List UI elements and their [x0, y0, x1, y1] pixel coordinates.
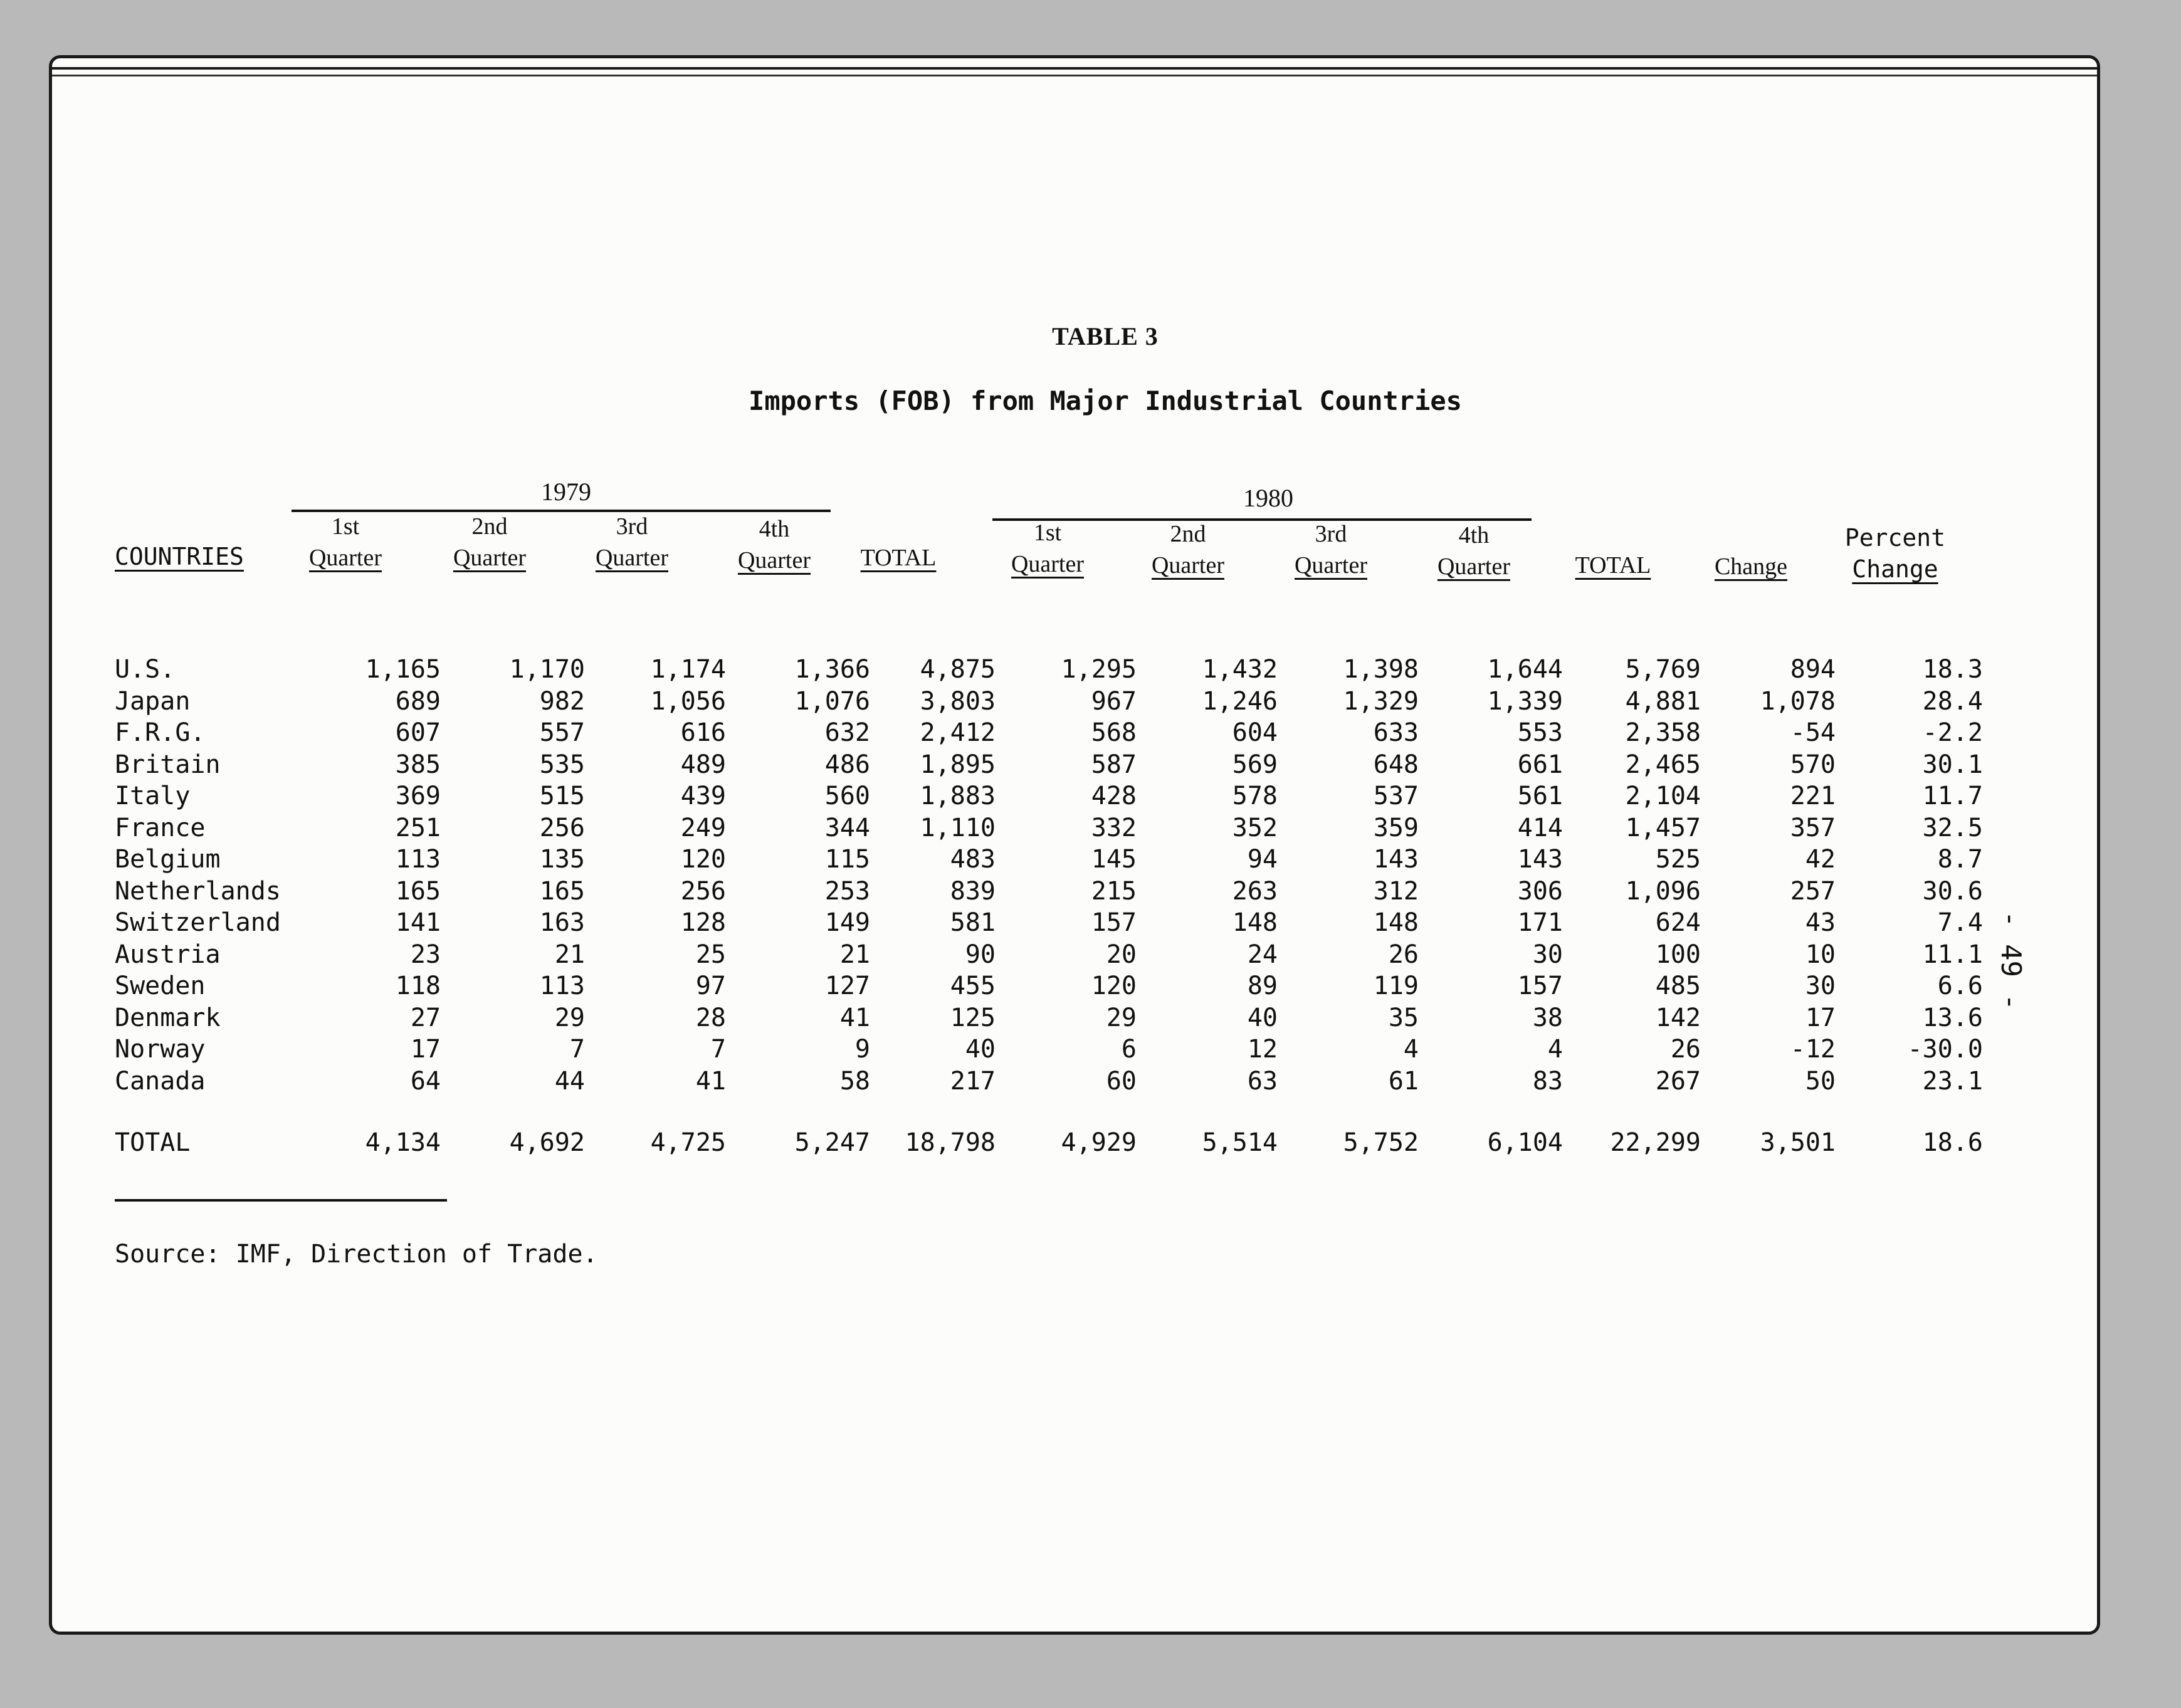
value-cell: 894 [1790, 655, 1836, 684]
value-cell: 485 [1655, 972, 1701, 1001]
value-cell: 89 [1247, 972, 1278, 1001]
value-cell: 489 [680, 750, 726, 779]
value-cell: 163 [539, 908, 585, 938]
value-cell: 561 [1517, 782, 1563, 811]
table-row [115, 812, 1983, 844]
value-cell: 3,803 [920, 686, 996, 716]
value-cell: 661 [1517, 750, 1563, 779]
value-cell: 143 [1517, 845, 1563, 874]
value-cell: 94 [1247, 845, 1278, 874]
value-cell: 18.3 [1922, 655, 1983, 684]
header-1979-q1: 1st Quarter [308, 513, 382, 571]
value-cell: 332 [1091, 813, 1137, 842]
value-cell: 369 [395, 782, 441, 811]
value-cell: 4,725 [650, 1128, 726, 1158]
header-1979-q4: 4th Quarter [737, 516, 811, 574]
country-cell: F.R.G. [115, 718, 206, 748]
value-cell: 217 [950, 1066, 996, 1096]
table-row [115, 749, 1983, 781]
value-cell: 118 [395, 972, 441, 1001]
value-cell: 1,398 [1343, 655, 1419, 684]
value-cell: 29 [1106, 1003, 1137, 1032]
value-cell: 113 [395, 845, 441, 874]
value-cell: 2,412 [920, 718, 996, 748]
value-cell: 1,432 [1202, 655, 1278, 684]
value-cell: 1,883 [920, 782, 996, 811]
value-cell: 157 [1091, 908, 1137, 938]
value-cell: 483 [950, 845, 996, 874]
value-cell: 1,165 [365, 655, 441, 684]
value-cell: 7 [569, 1035, 585, 1064]
value-cell: 428 [1091, 782, 1137, 811]
value-cell: 352 [1232, 813, 1278, 842]
value-cell: 2,358 [1625, 718, 1701, 748]
value-cell: 6 [1121, 1035, 1137, 1064]
table-row [115, 876, 1983, 908]
value-cell: 1,170 [509, 655, 585, 684]
value-cell: 535 [539, 750, 585, 779]
value-cell: 306 [1517, 876, 1563, 906]
value-cell: 11.1 [1922, 940, 1983, 969]
value-cell: 11.7 [1922, 782, 1983, 811]
value-cell: 4,881 [1625, 686, 1701, 716]
country-cell: Switzerland [115, 908, 281, 938]
value-cell: 113 [539, 972, 585, 1001]
value-cell: 115 [824, 845, 870, 874]
value-cell: 1,329 [1343, 686, 1419, 716]
value-cell: 83 [1532, 1066, 1563, 1096]
value-cell: 256 [680, 876, 726, 906]
value-cell: 142 [1655, 1003, 1701, 1032]
value-cell: 58 [839, 1066, 870, 1096]
country-cell: Belgium [115, 845, 221, 874]
table-row [115, 1066, 1983, 1098]
value-cell: 141 [395, 908, 441, 938]
table-total-row [115, 1097, 1983, 1159]
value-cell: 25 [695, 940, 726, 969]
source-note: Source: IMF, Direction of Trade. [115, 1240, 598, 1269]
value-cell: 967 [1091, 686, 1137, 716]
value-cell: 515 [539, 782, 585, 811]
table-row [115, 1034, 1983, 1066]
country-cell: Japan [115, 686, 191, 716]
value-cell: 20 [1106, 940, 1137, 969]
value-cell: 41 [839, 1003, 870, 1032]
value-cell: 256 [539, 813, 585, 842]
value-cell: 569 [1232, 750, 1278, 779]
value-cell: 18,798 [905, 1128, 996, 1158]
country-cell: U.S. [115, 655, 176, 684]
value-cell: 24 [1247, 940, 1278, 969]
table-row [115, 907, 1983, 939]
value-cell: 344 [824, 813, 870, 842]
country-cell: Denmark [115, 1003, 221, 1032]
table-subtitle: Imports (FOB) from Major Industrial Countries [749, 385, 1462, 416]
page-number: - 49 - [1995, 911, 2027, 1010]
value-cell: 4,929 [1061, 1128, 1137, 1158]
header-1979-q2: 2nd Quarter [453, 513, 527, 571]
value-cell: 28 [695, 1003, 726, 1032]
value-cell: 581 [950, 908, 996, 938]
value-cell: 616 [680, 718, 726, 748]
value-cell: 648 [1373, 750, 1419, 779]
value-cell: 43 [1805, 908, 1836, 938]
value-cell: 982 [539, 686, 585, 716]
value-cell: 1,366 [794, 655, 870, 684]
country-cell: Italy [115, 782, 191, 811]
country-cell: Austria [115, 940, 221, 969]
value-cell: 35 [1388, 1003, 1419, 1032]
table-row [115, 686, 1983, 718]
value-cell: 13.6 [1922, 1003, 1983, 1032]
value-cell: 42 [1805, 845, 1836, 874]
value-cell: 357 [1790, 813, 1836, 842]
document-page [49, 55, 2100, 1635]
value-cell: 607 [395, 718, 441, 748]
value-cell: 1,246 [1202, 686, 1278, 716]
value-cell: 148 [1232, 908, 1278, 938]
value-cell: 385 [395, 750, 441, 779]
value-cell: 30 [1805, 972, 1836, 1001]
value-cell: 171 [1517, 908, 1563, 938]
value-cell: 44 [554, 1066, 585, 1096]
value-cell: 12 [1247, 1035, 1278, 1064]
value-cell: 26 [1670, 1035, 1701, 1064]
value-cell: 120 [1091, 972, 1137, 1001]
value-cell: 100 [1655, 940, 1701, 969]
value-cell: 215 [1091, 876, 1137, 906]
value-cell: 21 [554, 940, 585, 969]
header-percent-change: Percent Change [1844, 524, 1946, 583]
value-cell: 4,692 [509, 1128, 585, 1158]
value-cell: 30.1 [1922, 750, 1983, 779]
value-cell: 1,056 [650, 686, 726, 716]
value-cell: 486 [824, 750, 870, 779]
value-cell: -30.0 [1907, 1035, 1983, 1064]
value-cell: 624 [1655, 908, 1701, 938]
value-cell: 61 [1388, 1066, 1419, 1096]
table-row [115, 939, 1983, 971]
value-cell: 557 [539, 718, 585, 748]
value-cell: 249 [680, 813, 726, 842]
source-rule [115, 1199, 447, 1202]
value-cell: 21 [839, 940, 870, 969]
value-cell: 3,501 [1760, 1128, 1836, 1158]
value-cell: 28.4 [1922, 686, 1983, 716]
value-cell: 23 [410, 940, 441, 969]
table-body [115, 654, 1983, 1159]
value-cell: 120 [680, 845, 726, 874]
value-cell: 29 [554, 1003, 585, 1032]
value-cell: 2,465 [1625, 750, 1701, 779]
header-countries: COUNTRIES [115, 543, 244, 570]
table-row [115, 1002, 1983, 1034]
value-cell: 253 [824, 876, 870, 906]
table-row [115, 970, 1983, 1002]
value-cell: -2.2 [1922, 718, 1983, 748]
value-cell: 125 [950, 1003, 996, 1032]
country-cell: Norway [115, 1035, 206, 1064]
header-1979-q3: 3rd Quarter [595, 513, 669, 571]
value-cell: 22,299 [1610, 1128, 1701, 1158]
value-cell: 17 [410, 1035, 441, 1064]
value-cell: 7 [710, 1035, 726, 1064]
value-cell: 553 [1517, 718, 1563, 748]
value-cell: 90 [965, 940, 996, 969]
value-cell: 7.4 [1937, 908, 1983, 938]
header-1980-q2: 2nd Quarter [1151, 521, 1225, 579]
value-cell: 560 [824, 782, 870, 811]
value-cell: 439 [680, 782, 726, 811]
value-cell: 6,104 [1487, 1128, 1563, 1158]
table-title: TABLE 3 [1052, 322, 1159, 350]
imports-table [115, 654, 1983, 1159]
value-cell: 64 [410, 1066, 441, 1096]
value-cell: 38 [1532, 1003, 1563, 1032]
header-1980-q3: 3rd Quarter [1294, 521, 1368, 579]
value-cell: 4,875 [920, 655, 996, 684]
country-cell: Britain [115, 750, 221, 779]
value-cell: 9 [854, 1035, 870, 1064]
value-cell: 1,110 [920, 813, 996, 842]
value-cell: 27 [410, 1003, 441, 1032]
country-cell: France [115, 813, 206, 842]
value-cell: 143 [1373, 845, 1419, 874]
value-cell: 5,752 [1343, 1128, 1419, 1158]
value-cell: 359 [1373, 813, 1419, 842]
country-cell: TOTAL [115, 1128, 191, 1158]
value-cell: 149 [824, 908, 870, 938]
value-cell: 578 [1232, 782, 1278, 811]
country-cell: Netherlands [115, 876, 281, 906]
value-cell: 263 [1232, 876, 1278, 906]
value-cell: 127 [824, 972, 870, 1001]
value-cell: 32.5 [1922, 813, 1983, 842]
value-cell: 4,134 [365, 1128, 441, 1158]
value-cell: 17 [1805, 1003, 1836, 1032]
value-cell: 165 [539, 876, 585, 906]
value-cell: -54 [1790, 718, 1836, 748]
value-cell: 30 [1532, 940, 1563, 969]
value-cell: 1,457 [1625, 813, 1701, 842]
country-cell: Canada [115, 1066, 206, 1096]
value-cell: 1,174 [650, 655, 726, 684]
value-cell: 63 [1247, 1066, 1278, 1096]
value-cell: 119 [1373, 972, 1419, 1001]
value-cell: 60 [1106, 1066, 1137, 1096]
header-1980-q1: 1st Quarter [1011, 520, 1085, 577]
value-cell: 135 [539, 845, 585, 874]
value-cell: 587 [1091, 750, 1137, 779]
value-cell: 267 [1655, 1066, 1701, 1096]
value-cell: 40 [965, 1035, 996, 1064]
value-cell: 525 [1655, 845, 1701, 874]
year-1980-label: 1980 [1243, 484, 1293, 512]
value-cell: 30.6 [1922, 876, 1983, 906]
value-cell: 1,076 [794, 686, 870, 716]
value-cell: 5,247 [794, 1128, 870, 1158]
top-border-rule-inner [52, 75, 2097, 76]
header-1980-q4: 4th Quarter [1437, 522, 1511, 580]
value-cell: 128 [680, 908, 726, 938]
header-change: Change [1714, 553, 1788, 580]
value-cell: 18.6 [1922, 1128, 1983, 1158]
table-row [115, 717, 1983, 749]
value-cell: 1,295 [1061, 655, 1137, 684]
value-cell: 1,895 [920, 750, 996, 779]
value-cell: 604 [1232, 718, 1278, 748]
value-cell: 633 [1373, 718, 1419, 748]
value-cell: 5,514 [1202, 1128, 1278, 1158]
value-cell: 257 [1790, 876, 1836, 906]
value-cell: 568 [1091, 718, 1137, 748]
value-cell: 1,078 [1760, 686, 1836, 716]
value-cell: 97 [695, 972, 726, 1001]
value-cell: 251 [395, 813, 441, 842]
table-row [115, 654, 1983, 686]
value-cell: 4 [1547, 1035, 1563, 1064]
value-cell: 5,769 [1625, 655, 1701, 684]
value-cell: 221 [1790, 782, 1836, 811]
value-cell: 1,644 [1487, 655, 1563, 684]
value-cell: 26 [1388, 940, 1419, 969]
value-cell: 632 [824, 718, 870, 748]
value-cell: 1,096 [1625, 876, 1701, 906]
header-1980-total: TOTAL [1575, 552, 1651, 579]
value-cell: 689 [395, 686, 441, 716]
value-cell: 50 [1805, 1066, 1836, 1096]
table-row [115, 844, 1983, 876]
value-cell: -12 [1790, 1035, 1836, 1064]
value-cell: 10 [1805, 940, 1836, 969]
value-cell: 165 [395, 876, 441, 906]
value-cell: 145 [1091, 845, 1137, 874]
value-cell: 41 [695, 1066, 726, 1096]
value-cell: 455 [950, 972, 996, 1001]
year-1979-label: 1979 [541, 478, 591, 506]
value-cell: 312 [1373, 876, 1419, 906]
value-cell: 4 [1403, 1035, 1419, 1064]
value-cell: 537 [1373, 782, 1419, 811]
value-cell: 157 [1517, 972, 1563, 1001]
value-cell: 2,104 [1625, 782, 1701, 811]
value-cell: 6.6 [1937, 972, 1983, 1001]
top-border-rule [52, 67, 2097, 70]
value-cell: 40 [1247, 1003, 1278, 1032]
value-cell: 1,339 [1487, 686, 1563, 716]
value-cell: 570 [1790, 750, 1836, 779]
value-cell: 414 [1517, 813, 1563, 842]
value-cell: 148 [1373, 908, 1419, 938]
value-cell: 23.1 [1922, 1066, 1983, 1096]
country-cell: Sweden [115, 972, 206, 1001]
header-1979-total: TOTAL [860, 545, 937, 571]
value-cell: 8.7 [1937, 845, 1983, 874]
table-row [115, 780, 1983, 812]
value-cell: 839 [950, 876, 996, 906]
